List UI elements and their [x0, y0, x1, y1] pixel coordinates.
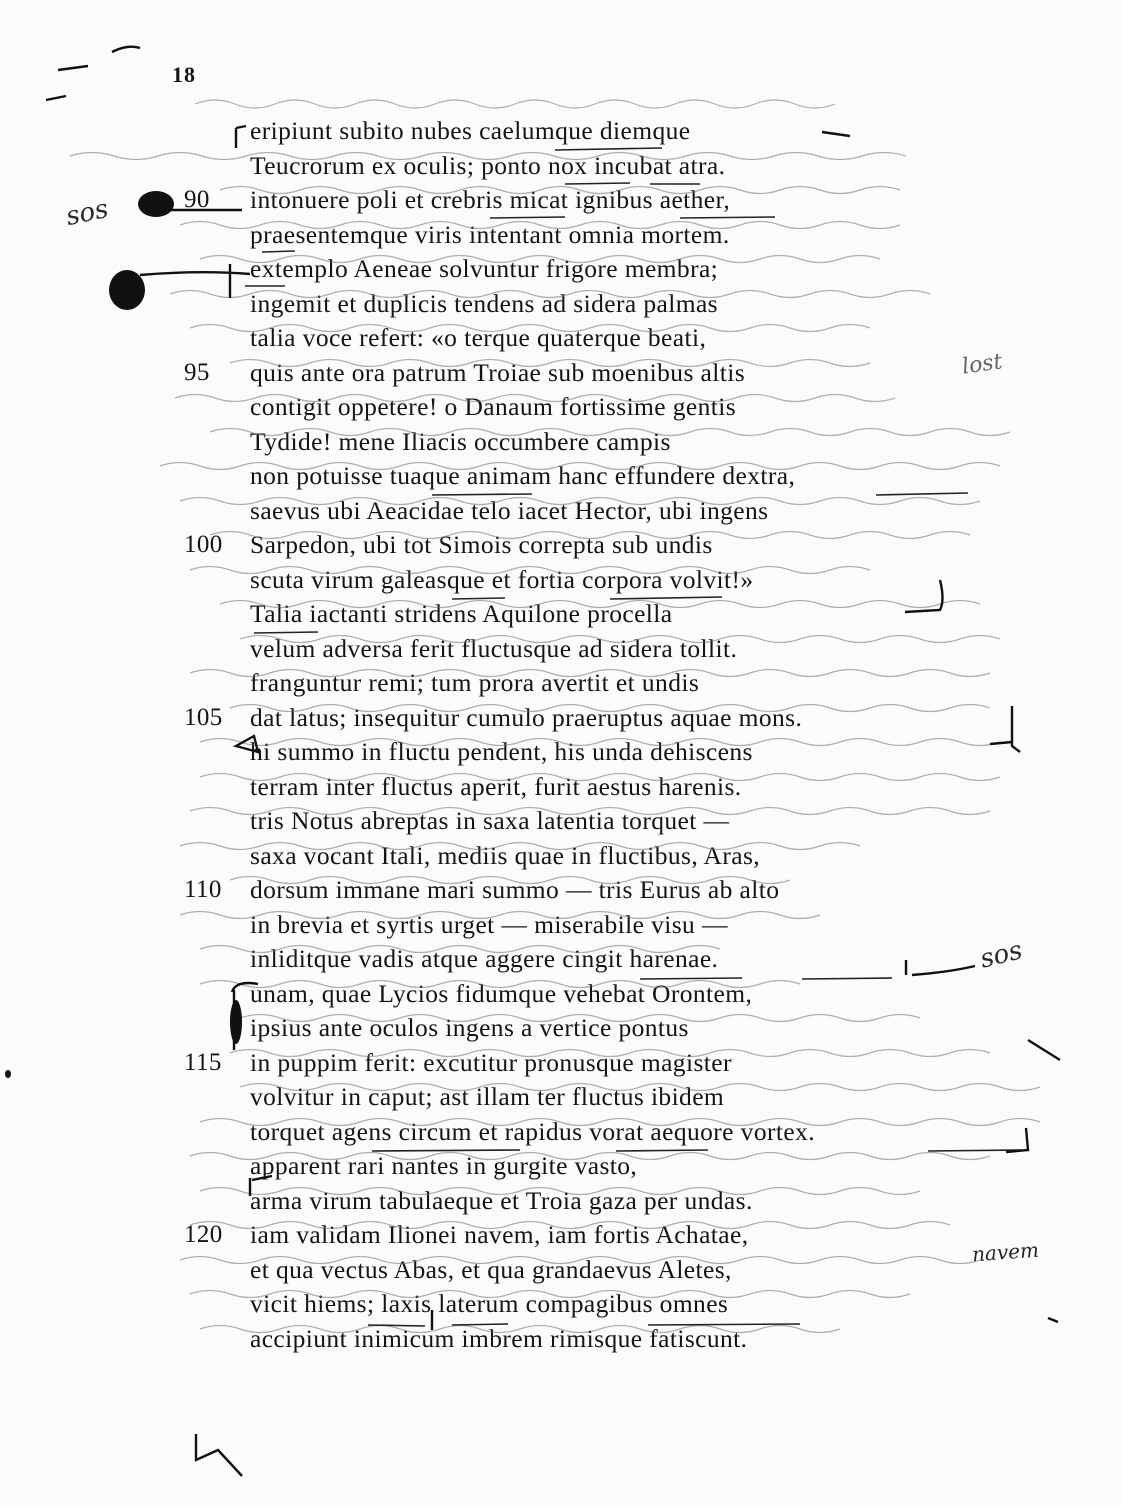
- handwritten-note: sos: [63, 193, 111, 233]
- verse-text: Tydide! mene Iliacis occumbere campis: [250, 426, 671, 456]
- verse-text: quis ante ora patrum Troiae sub moenibus altis: [250, 357, 746, 387]
- verse-text: contigit oppetere! o Danaum fortissime gentis: [250, 392, 737, 421]
- verse-text: torquet agens circum et rapidus vorat aequore vortex.: [250, 1116, 815, 1146]
- line-number: 100: [184, 531, 223, 558]
- verse-text: dat latus; insequitur cumulo praeruptus aquae mons.: [250, 702, 803, 732]
- verse-text: velum adversa ferit fluctusque ad sidera tollit.: [250, 633, 738, 663]
- handwritten-note: sos: [977, 935, 1026, 975]
- pencil-scribbles: [70, 100, 1040, 1333]
- line-number: 90: [184, 186, 210, 213]
- verse-text: eripiunt subito nubes caelumque diemque: [250, 116, 691, 145]
- verse-text: Sarpedon, ubi tot Simois correpta sub undis: [250, 530, 713, 559]
- line-number: 110: [184, 876, 222, 903]
- verse-text: et qua vectus Abas, et qua grandaevus Aletes,: [250, 1254, 732, 1284]
- verse-text: extemplo Aeneae solvuntur frigore membra;: [250, 254, 719, 283]
- verse-text: ipsius ante oculos ingens a vertice pontus: [250, 1013, 689, 1042]
- line-number: 105: [184, 703, 223, 731]
- verse-text: in puppim ferit: excutitur pronusque magister: [250, 1047, 732, 1077]
- verse-text: praesentemque viris intentant omnia mortem.: [250, 219, 730, 249]
- verse-text: terram inter fluctus aperit, furit aestus harenis.: [250, 771, 742, 801]
- line-number: 120: [184, 1221, 223, 1248]
- verse-text: intonuere poli et crebris micat ignibus aether,: [250, 185, 731, 214]
- verse-text: accipiunt inimicum imbrem rimisque fatiscunt.: [250, 1323, 748, 1353]
- page-number: 18: [172, 62, 196, 87]
- verse-text: talia voce refert: «o terque quaterque beati,: [250, 323, 707, 352]
- verse-text: iam validam Ilionei navem, iam fortis Achatae,: [250, 1220, 749, 1249]
- verse-text: non potuisse tuaque animam hanc effundere dextra,: [250, 461, 796, 490]
- verse-text: saevus ubi Aeacidae telo iacet Hector, ubi ingens: [250, 495, 769, 525]
- verse-text: vicit hiems; laxis laterum compagibus omnes: [250, 1289, 729, 1318]
- handwritten-note: lost: [960, 349, 1004, 380]
- verse-text: Teucrorum ex oculis; ponto nox incubat atra.: [250, 150, 726, 180]
- verse-text: inliditque vadis atque aggere cingit harenae.: [250, 944, 719, 973]
- verse-text: Talia iactanti stridens Aquilone procella: [250, 599, 673, 628]
- verse-text: volvitur in caput; ast illam ter fluctus ibidem: [250, 1082, 725, 1111]
- verse-text: franguntur remi; tum prora avertit et undis: [250, 668, 700, 697]
- verse-text: ingemit et duplicis tendens ad sidera palmas: [250, 288, 718, 318]
- verse-text: in brevia et syrtis urget — miserabile visu —: [250, 909, 728, 939]
- handwritten-note: navem: [971, 1237, 1040, 1267]
- line-number: 115: [184, 1048, 222, 1076]
- verse-text: hi summo in fluctu pendent, his unda dehiscens: [250, 737, 753, 766]
- verse-text: saxa vocant Itali, mediis quae in fluctibus, Aras,: [250, 840, 761, 870]
- verse-text: dorsum immane mari summo — tris Eurus ab alto: [250, 875, 780, 904]
- line-number: 95: [184, 358, 210, 386]
- verse-text: scuta virum galeasque et fortia corpora volvit!»: [250, 564, 754, 594]
- verse-text: unam, quae Lycios fidumque vehebat Orontem,: [250, 978, 753, 1008]
- verse-text: arma virum tabulaeque et Troia gaza per undas.: [250, 1185, 753, 1215]
- verse-text: apparent rari nantes in gurgite vasto,: [250, 1151, 638, 1180]
- ink-marks: [46, 47, 1060, 1476]
- verse-text: tris Notus abreptas in saxa latentia torquet —: [250, 806, 730, 835]
